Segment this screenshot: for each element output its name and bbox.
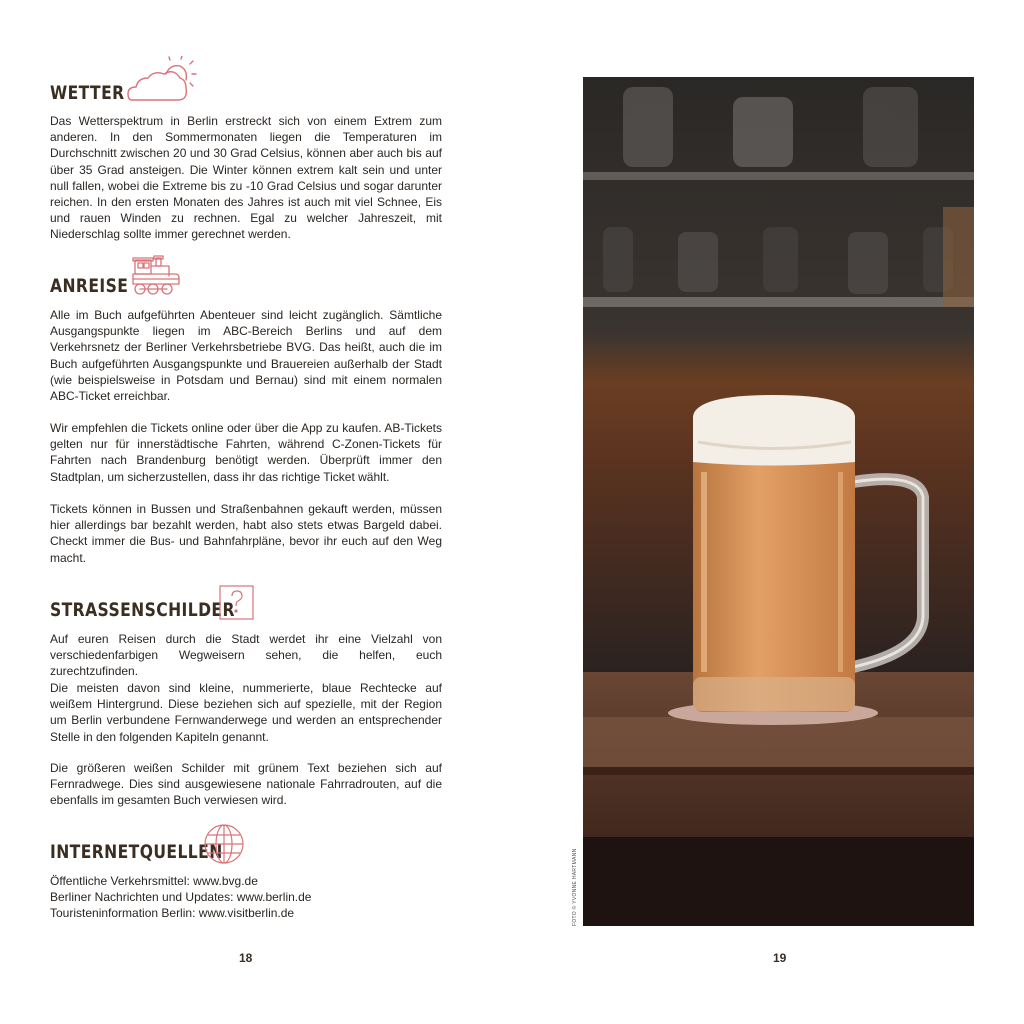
anreise-heading: ANREISE xyxy=(50,275,129,297)
internetquellen-heading: INTERNETQUELLEN xyxy=(50,841,223,863)
anreise-paragraph-1: Alle im Buch aufgeführten Abenteuer sind leicht zugänglich. Sämtliche Ausgangspunkte liegen im ABC-Bereich Berlins und auf dem Verkehrsnetz der Berliner Verkehrsbetriebe BVG. Das heißt, auch die im Buch aufgeführten Ausgangspunkte und Brauereien außerhalb der Stadt (wie beispielsweise in Potsdam und Bernau) sind mit einem normalen ABC-Ticket erreichbar. xyxy=(50,308,442,404)
train-icon xyxy=(131,254,181,298)
strassenschilder-heading: STRASSENSCHILDER xyxy=(50,599,235,621)
cloud-sun-icon xyxy=(126,56,198,104)
page-number-right: 19 xyxy=(773,951,787,965)
strassenschilder-paragraph-1: Auf euren Reisen durch die Stadt werdet ihr eine Vielzahl von verschiedenfarbigen Wegweisern sehen, die helfen, euch zurechtzufinden. xyxy=(50,632,442,679)
beer-mug-photo xyxy=(583,77,974,926)
wetter-heading: WETTER xyxy=(50,82,125,104)
globe-icon xyxy=(203,823,245,865)
anreise-paragraph-2: Wir empfehlen die Tickets online oder über die App zu kaufen. AB-Tickets gelten nur für innerstädtische Fahrten, während C-Zonen-Tickets für Fahrten nach Brandenburg benötigt werden. Überprüft immer den Stadtplan, um sicherzustellen, dass ihr das richtige Ticket wählt. xyxy=(50,421,442,484)
internetquellen-list xyxy=(50,873,442,922)
page-number-left: 18 xyxy=(239,951,253,965)
strassenschilder-paragraph-3: Die größeren weißen Schilder mit grünem Text beziehen sich auf Fernradwege. Dies sind ausgewiesene nationale Fahrradrouten, auf die ebenfalls im gesamten Buch verwiesen wird. xyxy=(50,761,442,808)
photo-credit: FOTO © YVONNE HARTMANN xyxy=(572,848,578,926)
link-visitberlin[interactable]: Touristeninformation Berlin: www.visitberlin.de xyxy=(50,906,295,921)
strassenschilder-paragraph-2: Die meisten davon sind kleine, nummerierte, blaue Rechtecke auf weißem Hintergrund. Diese beziehen sich auf spezielle, mit der Region um Berlin verbundene Fernwanderwege und werden an entsprechender Stelle in den folgenden Kapiteln genannt. xyxy=(50,681,442,744)
right-page xyxy=(512,0,1024,1024)
wetter-paragraph-1: Das Wetterspektrum in Berlin erstreckt sich von einem Extrem zum anderen. In den Sommermonaten liegen die Temperaturen im Durchschnitt zwischen 20 und 30 Grad Celsius, können aber auch bis auf über 35 Grad ansteigen. Die Winter können extrem kalt sein und unter null fallen, wobei die Extreme bis zu -10 Grad Celsius und sogar darunter reichen. In den ersten Monaten des Jahres ist auch mit viel Schnee, Eis und rauen Winden zu rechnen. Egal zu welcher Jahreszeit, mit Niederschlag sollte immer gerechnet werden. xyxy=(50,114,442,242)
link-bvg[interactable]: Öffentliche Verkehrsmittel: www.bvg.de xyxy=(50,874,258,888)
anreise-paragraph-3: Tickets können in Bussen und Straßenbahnen gekauft werden, müssen hier allerdings bar bezahlt werden, habt also stets etwas Bargeld dabei. Checkt immer die Bus- und Bahnfahrpläne, bevor ihr euch auf den Weg macht. xyxy=(50,502,442,565)
link-berlin[interactable]: Berliner Nachrichten und Updates: www.berlin.de xyxy=(50,890,312,905)
question-sign-icon xyxy=(219,585,254,620)
